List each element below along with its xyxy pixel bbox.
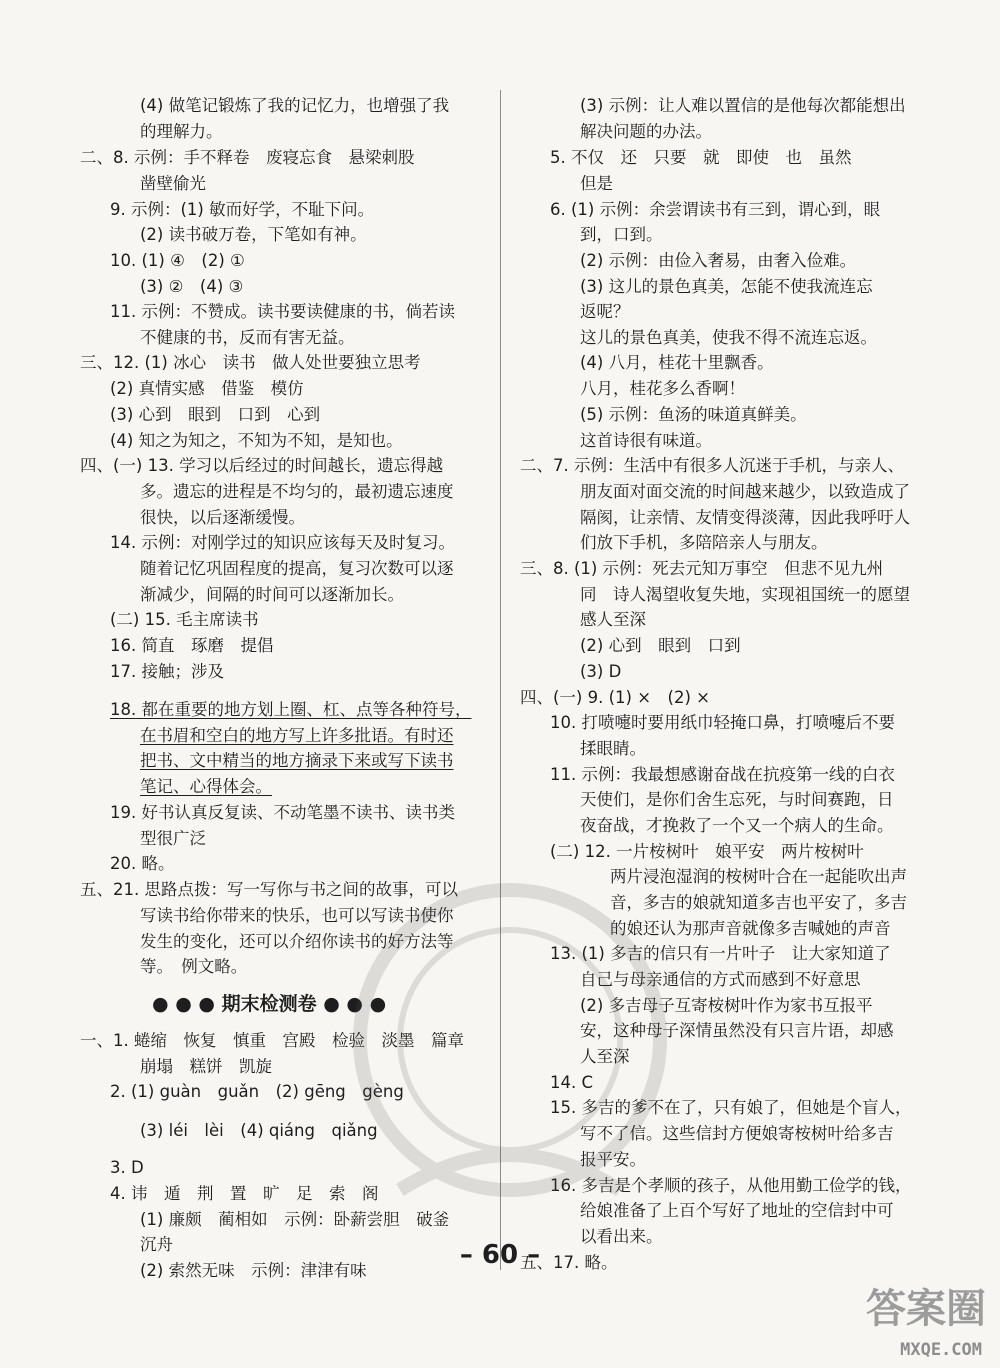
answer-line: 这首诗很有味道。 [580,431,712,450]
answer-line: (4) 八月，桂花十里飘香。 [580,353,774,372]
answer-line: 的娘还认为那声音就像多吉喊她的声音 [610,919,891,938]
answer-line: (5) 示例：鱼汤的味道真鲜美。 [580,405,807,424]
answer-line: 到，口到。 [580,225,663,244]
answer-line: 16. 简直 琢磨 提倡 [110,636,274,655]
answer-line: 随着记忆巩固程度的提高，复习次数可以逐 [140,559,454,578]
answer-line: 笔记、心得体会。 [140,777,272,796]
answer-line: 写不了信。这些信封方便娘寄桉树叶给多吉 [580,1124,894,1143]
answer-line: 自己与母亲通信的方式而感到不好意思 [580,970,861,989]
answer-line: 13. (1) 多吉的信只有一片叶子 让大家知道了 [550,944,891,963]
answer-line: 返呢？ [580,302,630,321]
answer-line: (3) D [580,662,622,681]
answer-line: 崩塌 糕饼 凯旋 [140,1057,272,1076]
answer-line: (2) 示例：由俭入奢易，由奢入俭难。 [580,251,857,270]
answer-line: 10. (1) ④ (2) ① [110,251,245,270]
answer-line: (2) 真情实感 借鉴 模仿 [110,379,304,398]
answer-line: (3) 这儿的景色真美，怎能不使我流连忘 [580,277,873,296]
watermark-logo: 答案圈 [866,1286,986,1332]
answer-line: 15. 多吉的爹不在了，只有娘了，但她是个盲人， [550,1098,912,1117]
answer-line: 音，多吉的娘就知道多吉也平安了，多吉 [610,893,907,912]
answer-line: (3) 示例：让人难以置信的是他每次都能想出 [580,96,906,115]
answer-line: 写读书给你带来的快乐，也可以写读书使你 [140,906,454,925]
answer-line: 揉眼睛。 [580,739,646,758]
answer-line: 20. 略。 [110,854,175,873]
answer-line: 安，这种母子深情虽然没有只言片语，却感 [580,1021,894,1040]
answer-line: 四、(一) 9. (1) × (2) × [520,688,710,707]
answer-line: 3. D [110,1158,144,1177]
answer-line: 这儿的景色真美，使我不得不流连忘返。 [580,328,877,347]
answer-line: 四、(一) 13. 学习以后经过的时间越长，遗忘得越 [80,456,444,475]
answer-line: 以看出来。 [580,1227,663,1246]
answer-line: 渐减少，间隔的时间可以逐渐加长。 [140,585,404,604]
answer-line: 天使们，是你们舍生忘死，与时间赛跑，日 [580,790,894,809]
answer-line: (2) 索然无味 示例：津津有味 [140,1261,367,1280]
answer-line: 同 诗人渴望收复失地，实现祖国统一的愿望 [580,585,910,604]
answer-line: 给娘准备了上百个写好了地址的空信封中可 [580,1201,894,1220]
answer-line: 4. 讳 遁 荆 置 旷 足 索 阁 [110,1184,379,1203]
answer-line: 隔阂，让亲情、友情变得淡薄，因此我呼吁人 [580,508,910,527]
answer-line: (1) 廉颇 蔺相如 示例：卧薪尝胆 破釜 [140,1210,450,1229]
answer-line: (4) 做笔记锻炼了我的记忆力，也增强了我 [140,96,450,115]
answer-line: 17. 接触；涉及 [110,662,224,681]
answer-line: 三、8. (1) 示例：死去元知万事空 但悲不见九州 [520,559,884,578]
answer-line: 夜奋战，才挽救了一个又一个病人的生命。 [580,816,894,835]
answer-line: 18. 都在重要的地方划上圈、杠、点等各种符号， [110,700,472,719]
answer-line: 10. 打喷嚏时要用纸巾轻掩口鼻，打喷嚏后不要 [550,713,895,732]
answer-line: 解决问题的办法。 [580,122,712,141]
answer-line: 14. 示例：对刚学过的知识应该每天及时复习。 [110,533,455,552]
answer-line: 八月，桂花多么香啊！ [580,379,745,398]
answer-line: 一、1. 蜷缩 恢复 慎重 宫殿 检验 淡墨 篇章 [80,1031,464,1050]
answer-line: 发生的变化，还可以介绍你读书的好方法等 [140,932,454,951]
answer-line: 11. 示例：不赞成。读书要读健康的书，倘若读 [110,302,455,321]
answer-line: 很快，以后逐渐缓慢。 [140,508,305,527]
page-number: – 60 – [459,1240,541,1270]
answer-line: (2) 读书破万卷，下笔如有神。 [140,225,367,244]
answer-line: 19. 好书认真反复读、不动笔墨不读书、读书类 [110,803,455,822]
answer-line: 两片浸泡湿润的桉树叶合在一起能吹出声 [610,867,907,886]
answer-line: 三、12. (1) 冰心 读书 做人处世要独立思考 [80,353,421,372]
answer-line: (2) 多吉母子互寄桉树叶作为家书互报平 [580,996,873,1015]
answer-line: 朋友面对面交流的时间越来越少，以致造成了 [580,482,910,501]
answer-line: 2. (1) guàn guǎn (2) gēng gèng [110,1082,404,1101]
answer-line: 在书眉和空白的地方写上许多批语。有时还 [140,726,454,745]
answer-line: (二) 12. 一片桉树叶 娘平安 两片桉树叶 [550,842,864,861]
answer-line: 人至深 [580,1047,630,1066]
watermark-url: MXQE.COM [900,1340,982,1360]
answer-line: (3) ② (4) ③ [140,277,244,296]
answer-line: 沉舟 [140,1235,173,1254]
answer-line: (二) 15. 毛主席读书 [110,610,259,629]
answer-line: 的理解力。 [140,122,223,141]
answer-line: 五、21. 思路点拨：写一写你与书之间的故事，可以 [80,880,458,899]
answer-line: 多。遗忘的进程是不均匀的，最初遗忘速度 [140,482,454,501]
answer-line: 等。 例文略。 [140,957,248,976]
answer-line: 9. 示例：(1) 敏而好学，不耻下问。 [110,200,375,219]
answer-line: 把书、文中精当的地方摘录下来或写下读书 [140,751,454,770]
answer-line: 感人至深 [580,610,646,629]
answer-line: 型很广泛 [140,829,206,848]
answer-line: 五、17. 略。 [520,1253,618,1272]
answer-line: (4) 知之为知之，不知为不知，是知也。 [110,431,403,450]
answer-line: 二、8. 示例：手不释卷 废寝忘食 悬梁刺股 [80,148,415,167]
answer-line: 不健康的书，反而有害无益。 [140,328,355,347]
answer-line: 11. 示例：我最想感谢奋战在抗疫第一线的白衣 [550,765,895,784]
answer-line: 14. C [550,1073,594,1092]
answer-line: 16. 多吉是个孝顺的孩子，从他用勤工俭学的钱， [550,1176,912,1195]
answer-line: 们放下手机，多陪陪亲人与朋友。 [580,533,828,552]
column-divider [500,90,501,1270]
answer-line: 但是 [580,174,613,193]
answer-line: (3) 心到 眼到 口到 心到 [110,405,321,424]
answer-line: (3) léi lèi (4) qiáng qiǎng [140,1121,378,1140]
section-title: ● ● ● 期末检测卷 ● ● ● [152,993,387,1015]
answer-line: 报平安。 [580,1150,646,1169]
answer-line: 6. (1) 示例：余尝谓读书有三到，谓心到，眼 [550,200,881,219]
answer-line: 二、7. 示例：生活中有很多人沉迷于手机，与亲人、 [520,456,904,475]
answer-line: (2) 心到 眼到 口到 [580,636,741,655]
answer-line: 5. 不仅 还 只要 就 即使 也 虽然 [550,148,852,167]
answer-line: 凿壁偷光 [140,174,206,193]
